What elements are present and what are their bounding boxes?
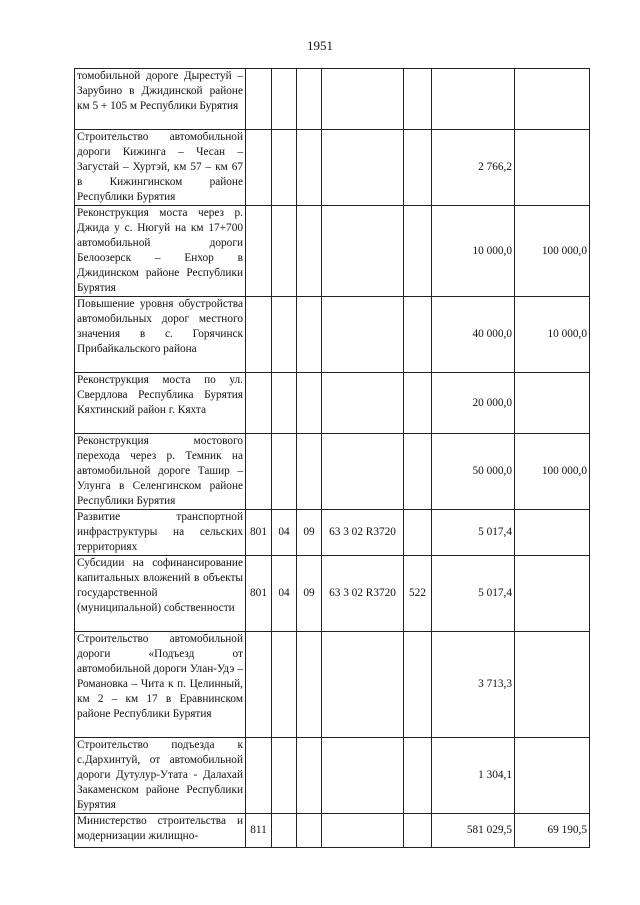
subsection-code <box>297 130 322 206</box>
amount-year-2: 100 000,0 <box>515 206 590 297</box>
expense-type <box>404 373 432 434</box>
table-row <box>75 632 590 738</box>
target-article <box>322 130 404 206</box>
row-name: Строительство автомобильной дороги «Подъезд от автомобильной дороги Улан-Удэ – Романовка – Чита к п. Целинный, км 2 – км 17 в Еравнинском районе Республики Бурятия <box>75 632 246 738</box>
table-row <box>75 510 590 556</box>
subsection-code: 09 <box>297 510 322 556</box>
table-row <box>75 738 590 814</box>
amount-year-1: 5 017,4 <box>432 510 515 556</box>
target-article <box>322 297 404 373</box>
target-article <box>322 206 404 297</box>
amount-year-2 <box>515 632 590 738</box>
subsection-code: 09 <box>297 556 322 632</box>
amount-year-1: 50 000,0 <box>432 434 515 510</box>
amount-year-2 <box>515 69 590 130</box>
amount-year-2: 100 000,0 <box>515 434 590 510</box>
subsection-code <box>297 206 322 297</box>
amount-year-1 <box>432 69 515 130</box>
target-article: 63 3 02 R3720 <box>322 556 404 632</box>
row-name: томобильной дороге Дырестуй – Зарубино в Джидинской районе км 5 + 105 м Республики Бурятия <box>75 69 246 130</box>
row-name: Строительство подъезда к с.Дархинтуй, от автомобильной дороги Дутулур-Утата - Далахай Закаменском районе Республики Бурятия <box>75 738 246 814</box>
section-code <box>272 297 297 373</box>
amount-year-1: 10 000,0 <box>432 206 515 297</box>
section-code: 04 <box>272 510 297 556</box>
table-row <box>75 69 590 130</box>
target-article <box>322 738 404 814</box>
amount-year-1: 20 000,0 <box>432 373 515 434</box>
table-row <box>75 130 590 206</box>
amount-year-2 <box>515 510 590 556</box>
section-code <box>272 69 297 130</box>
subsection-code <box>297 69 322 130</box>
page-number: 1951 <box>307 38 333 53</box>
expense-type <box>404 510 432 556</box>
admin-code <box>246 373 272 434</box>
amount-year-2 <box>515 738 590 814</box>
row-name: Развитие транспортной инфраструктуры на сельских территориях <box>75 510 246 556</box>
section-code: 04 <box>272 556 297 632</box>
amount-year-2 <box>515 130 590 206</box>
amount-year-2: 69 190,5 <box>515 814 590 848</box>
subsection-code <box>297 373 322 434</box>
row-name: Повышение уровня обустройства автомобильных дорог местного значения в с. Горячинск Прибайкальского района <box>75 297 246 373</box>
admin-code <box>246 434 272 510</box>
section-code <box>272 738 297 814</box>
expense-type: 522 <box>404 556 432 632</box>
section-code <box>272 130 297 206</box>
admin-code: 801 <box>246 556 272 632</box>
subsection-code <box>297 738 322 814</box>
table-row <box>75 206 590 297</box>
admin-code: 811 <box>246 814 272 848</box>
target-article <box>322 373 404 434</box>
row-name: Реконструкция моста через р. Джида у с. Нюгуй на км 17+700 автомобильной дороги Белоозерск – Енхор в Джидинском районе Республики Бурятия <box>75 206 246 297</box>
target-article: 63 3 02 R3720 <box>322 510 404 556</box>
table-row <box>75 814 590 848</box>
amount-year-1: 5 017,4 <box>432 556 515 632</box>
amount-year-1: 581 029,5 <box>432 814 515 848</box>
amount-year-1: 3 713,3 <box>432 632 515 738</box>
expense-type <box>404 632 432 738</box>
amount-year-2 <box>515 373 590 434</box>
expense-type <box>404 814 432 848</box>
row-name: Реконструкция моста по ул. Свердлова Республика Бурятия Кяхтинский район г. Кяхта <box>75 373 246 434</box>
row-name: Министерство строительства и модернизации жилищно- <box>75 814 246 848</box>
admin-code <box>246 130 272 206</box>
admin-code <box>246 738 272 814</box>
subsection-code <box>297 297 322 373</box>
section-code <box>272 434 297 510</box>
expense-type <box>404 206 432 297</box>
section-code <box>272 206 297 297</box>
target-article <box>322 69 404 130</box>
row-name: Субсидии на софинансирование капитальных вложений в объекты государственной (муниципальной) собственности <box>75 556 246 632</box>
section-code <box>272 373 297 434</box>
table-row <box>75 297 590 373</box>
table-row <box>75 556 590 632</box>
table-row <box>75 373 590 434</box>
table-row <box>75 434 590 510</box>
table-body <box>75 69 590 848</box>
subsection-code <box>297 434 322 510</box>
admin-code <box>246 297 272 373</box>
expense-type <box>404 297 432 373</box>
subsection-code <box>297 814 322 848</box>
expense-type <box>404 738 432 814</box>
row-name: Строительство автомобильной дороги Кижинга – Чесан – Загустай – Хуртэй, км 57 – км 67 в Кижингинском районе Республики Бурятия <box>75 130 246 206</box>
amount-year-1: 1 304,1 <box>432 738 515 814</box>
target-article <box>322 632 404 738</box>
admin-code <box>246 206 272 297</box>
target-article <box>322 434 404 510</box>
admin-code <box>246 69 272 130</box>
expense-type <box>404 130 432 206</box>
section-code <box>272 814 297 848</box>
amount-year-1: 2 766,2 <box>432 130 515 206</box>
admin-code: 801 <box>246 510 272 556</box>
budget-table <box>74 68 590 848</box>
expense-type <box>404 434 432 510</box>
section-code <box>272 632 297 738</box>
subsection-code <box>297 632 322 738</box>
row-name: Реконструкция мостового перехода через р. Темник на автомобильной дороге Ташир – Улунга в Селенгинском районе Республики Бурятия <box>75 434 246 510</box>
expense-type <box>404 69 432 130</box>
amount-year-2 <box>515 556 590 632</box>
target-article <box>322 814 404 848</box>
amount-year-2: 10 000,0 <box>515 297 590 373</box>
amount-year-1: 40 000,0 <box>432 297 515 373</box>
admin-code <box>246 632 272 738</box>
